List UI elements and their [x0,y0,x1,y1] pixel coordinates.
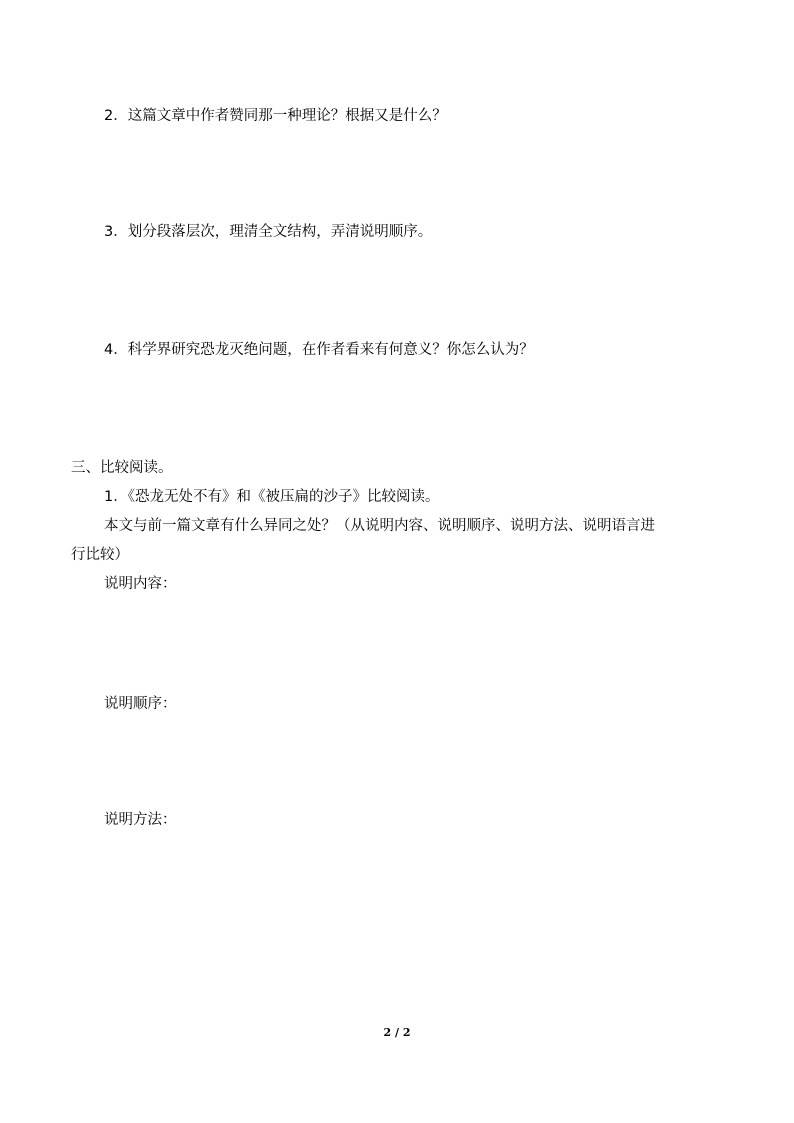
section-3-item-1: 1．《恐龙无处不有》和《被压扁的沙子》比较阅读。 [104,489,440,505]
comparison-prompt-line-2: 行比较） [71,547,129,563]
label-explanation-method: 说明方法： [104,812,177,828]
question-3: 3．划分段落层次，理清全文结构，弄清说明顺序。 [104,224,433,240]
label-explanation-content: 说明内容： [104,576,177,592]
question-2: 2．这篇文章中作者赞同那一种理论？根据又是什么？ [104,108,447,124]
question-4: 4．科学界研究恐龙灭绝问题，在作者看来有何意义？你怎么认为？ [104,342,534,358]
label-explanation-order: 说明顺序： [104,696,177,712]
comparison-prompt-line-1: 本文与前一篇文章有什么异同之处？（从说明内容、说明顺序、说明方法、说明语言进 [104,518,655,534]
section-3-heading: 三、比较阅读。 [71,460,173,476]
page-number: 2 / 2 [383,1026,411,1039]
